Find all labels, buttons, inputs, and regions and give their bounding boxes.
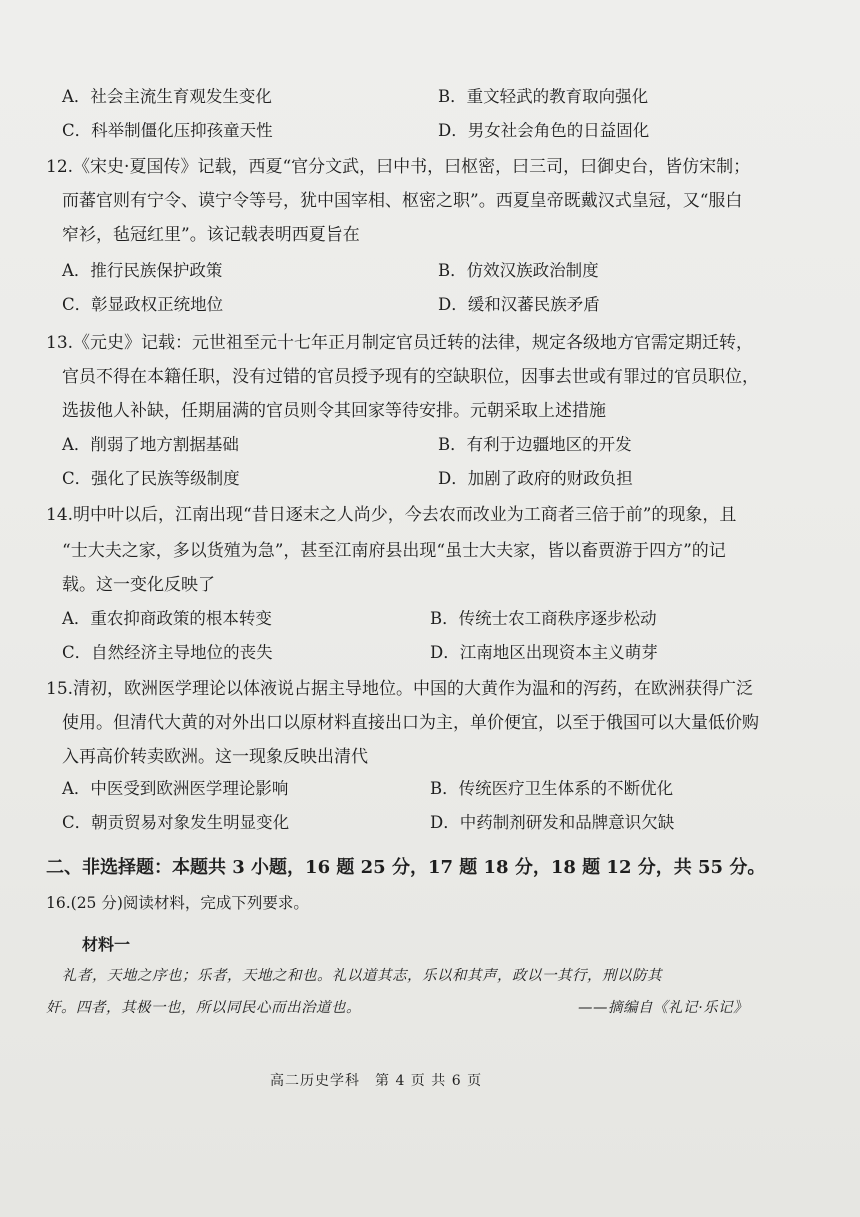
q14-stem-line2: “士大夫之家，多以货殖为急”，甚至江南府县出现“虽士大夫家，皆以畜贾游于四方”的记 (62, 541, 726, 561)
q13-stem-line3: 选拔他人补缺，任期届满的官员则令其回家等待安排。元朝采取上述措施 (62, 401, 606, 421)
q14-option-d: D．江南地区出现资本主义萌芽 (430, 643, 658, 662)
q14-option-b: B．传统士农工商秩序逐步松动 (430, 609, 657, 628)
q15-stem-line1: 15.清初，欧洲医学理论以体液说占据主导地位。中国的大黄作为温和的泻药，在欧洲获得广泛 (46, 679, 754, 699)
q15-stem-line2: 使用。但清代大黄的对外出口以原材料直接出口为主，单价便宜，以至于俄国可以大量低价购 (62, 713, 759, 733)
q11-option-c: C．科举制僵化压抑孩童天性 (62, 121, 273, 140)
q12-option-c: C．彰显政权正统地位 (62, 295, 224, 314)
q12-stem-line1: 12.《宋史·夏国传》记载，西夏“官分文武，曰中书，曰枢密，曰三司，曰御史台，皆仿宋制； (46, 157, 751, 177)
q14-stem-line1: 14.明中叶以后，江南出现“昔日逐末之人尚少，今去农而改业为工商者三倍于前”的现象，且 (46, 505, 737, 525)
q14-option-a: A．重农抑商政策的根本转变 (62, 609, 272, 628)
q13-option-d: D．加剧了政府的财政负担 (438, 469, 633, 488)
q15-option-c: C．朝贡贸易对象发生明显变化 (62, 813, 290, 832)
q11-option-b: B．重文轻武的教育取向强化 (438, 87, 649, 106)
material-one-source: ——摘编自《礼记·乐记》 (578, 1000, 749, 1016)
q15-option-a: A．中医受到欧洲医学理论影响 (62, 779, 289, 798)
material-one-line1: 礼者，天地之序也；乐者，天地之和也。礼以道其志，乐以和其声，政以一其行，刑以防其 (62, 968, 662, 984)
page-footer: 高二历史学科 第 4 页 共 6 页 (270, 1073, 483, 1089)
q13-stem-line1: 13.《元史》记载：元世祖至元十七年正月制定官员迁转的法律，规定各级地方官需定期迁转， (46, 333, 754, 353)
q14-stem-line3: 载。这一变化反映了 (62, 575, 215, 595)
q12-option-d: D．缓和汉蕃民族矛盾 (438, 295, 600, 314)
q13-stem-line2: 官员不得在本籍任职，没有过错的官员授予现有的空缺职位，因事去世或有罪过的官员职位， (62, 367, 759, 387)
q12-stem-line3: 窄衫，毡冠红里”。该记载表明西夏旨在 (62, 225, 360, 245)
q12-stem-line2: 而蕃官则有宁令、谟宁令等号，犹中国宰相、枢密之职”。西夏皇帝既戴汉式皇冠，又“服白 (62, 191, 743, 211)
q12-option-b: B．仿效汉族政治制度 (438, 261, 599, 280)
q11-option-a: A．社会主流生育观发生变化 (62, 87, 272, 106)
material-one-title: 材料一 (82, 935, 131, 954)
q11-option-d: D．男女社会角色的日益固化 (438, 121, 650, 140)
q13-option-c: C．强化了民族等级制度 (62, 469, 240, 488)
section-two-heading: 二、非选择题：本题共 3 小题，16 题 25 分，17 题 18 分，18 题 12 分，共 55 分。 (46, 857, 766, 878)
q13-option-a: A．削弱了地方割据基础 (62, 435, 239, 454)
q15-option-d: D．中药制剂研发和品牌意识欠缺 (430, 813, 675, 832)
q15-stem-line3: 入再高价转卖欧洲。这一现象反映出清代 (62, 747, 368, 767)
q15-option-b: B．传统医疗卫生体系的不断优化 (430, 779, 674, 798)
q13-option-b: B．有利于边疆地区的开发 (438, 435, 632, 454)
q16-intro: 16.(25 分)阅读材料，完成下列要求。 (46, 894, 309, 912)
material-one-line2: 奸。四者，其极一也，所以同民心而出治道也。 (46, 1000, 361, 1016)
q12-option-a: A．推行民族保护政策 (62, 261, 223, 280)
q14-option-c: C．自然经济主导地位的丧失 (62, 643, 273, 662)
